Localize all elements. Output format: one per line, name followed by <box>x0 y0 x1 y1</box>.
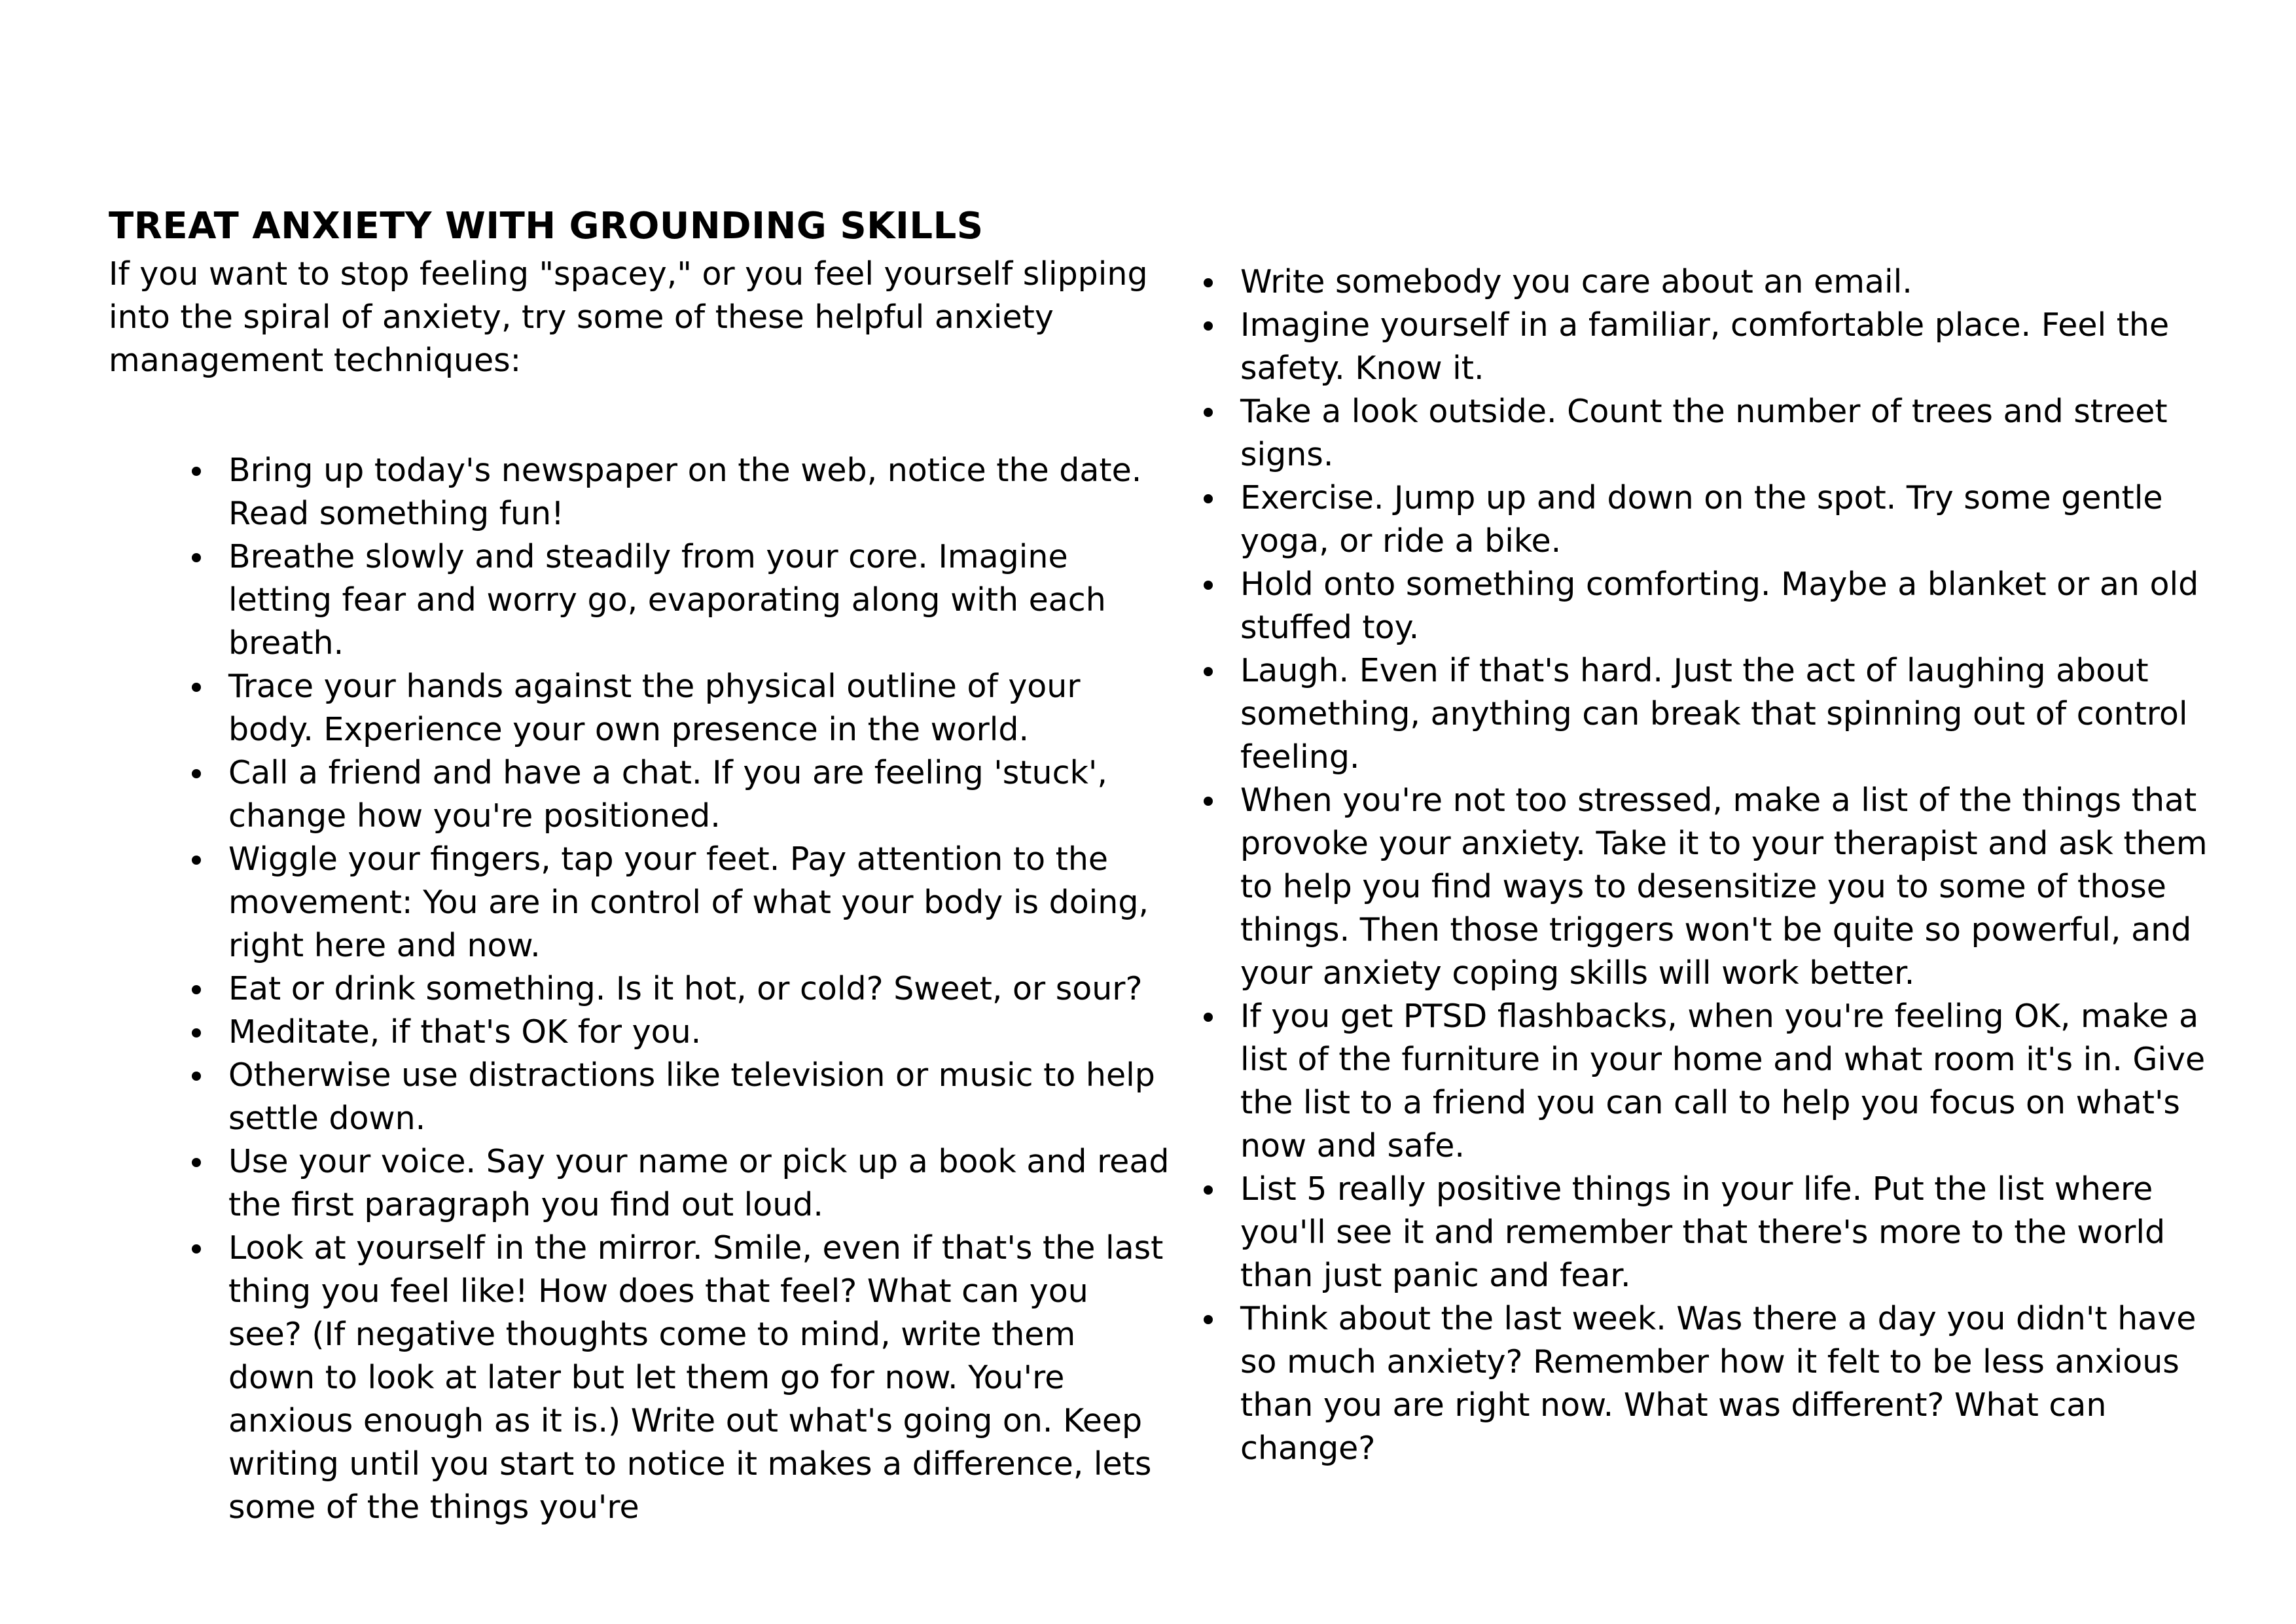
list-item-text: Trace your hands against the physical outline of your body. Experience your own presence in the world. <box>228 668 1081 748</box>
list-item <box>1240 779 2222 995</box>
list-item-text: Bring up today's newspaper on the web, notice the date. Read something fun! <box>228 452 1142 532</box>
list-item <box>1240 563 2222 649</box>
list-item <box>228 751 1171 838</box>
list-item-text: Imagine yourself in a familiar, comfortable place. Feel the safety. Know it. <box>1240 306 2170 387</box>
list-item-text: Look at yourself in the mirror. Smile, even if that's the last thing you feel like! How does that feel? What can you see? (If negative thoughts come to mind, write them down to look at later but let them go for now. You're anxious enough as it is.) Write out what's going on. Keep writing until you start to notice it makes a difference, lets some of the things you're <box>228 1229 1164 1526</box>
bullet-icon <box>1204 408 1213 417</box>
list-item-text: When you're not too stressed, make a list of the things that provoke your anxiety. Take it to your therapist and ask them to help you find ways to desensitize you to some of those things. Then those triggers won't be quite so powerful, and your anxiety coping skills will work better. <box>1240 782 2208 992</box>
bullet-icon <box>192 985 201 994</box>
list-item <box>1240 1297 2222 1470</box>
bullet-icon <box>1204 278 1213 287</box>
list-item <box>1240 261 2222 304</box>
right-bullet-list <box>1240 261 2222 1470</box>
bullet-icon <box>192 553 201 562</box>
list-item <box>1240 649 2222 779</box>
list-item-text: Breathe slowly and steadily from your core. Imagine letting fear and worry go, evaporating along with each breath. <box>228 538 1106 662</box>
right-column <box>1240 261 2222 1470</box>
list-item-text: Otherwise use distractions like television or music to help settle down. <box>228 1056 1155 1137</box>
list-item <box>228 1011 1171 1054</box>
bullet-icon <box>192 856 201 865</box>
list-item-text: Use your voice. Say your name or pick up a book and read the first paragraph you find out loud. <box>228 1143 1170 1223</box>
list-item-text: Eat or drink something. Is it hot, or cold? Sweet, or sour? <box>228 970 1143 1007</box>
list-item <box>1240 995 2222 1168</box>
list-item <box>228 967 1171 1011</box>
left-column <box>109 200 1169 1529</box>
list-item-text: If you get PTSD flashbacks, when you're feeling OK, make a list of the furniture in your home and what room it's in. Give the list to a friend you can call to help you focus on what's now and safe. <box>1240 998 2206 1164</box>
list-item <box>228 1227 1171 1529</box>
list-item <box>228 838 1171 967</box>
bullet-icon <box>192 1158 201 1167</box>
list-item-text: Exercise. Jump up and down on the spot. Try some gentle yoga, or ride a bike. <box>1240 479 2163 560</box>
list-item-text: Wiggle your fingers, tap your feet. Pay attention to the movement: You are in control of what your body is doing, right here and now. <box>228 840 1149 964</box>
intro-paragraph: If you want to stop feeling "spacey," or you feel yourself slipping into the spiral of anxiety, try some of these helpful anxiety management techniques: <box>109 255 1148 379</box>
list-item-text: Meditate, if that's OK for you. <box>228 1013 702 1051</box>
list-item <box>1240 304 2222 390</box>
list-item <box>228 535 1171 665</box>
list-item <box>228 449 1171 535</box>
list-item-text: Call a friend and have a chat. If you are feeling 'stuck', change how you're positioned. <box>228 754 1107 835</box>
list-item <box>1240 390 2222 477</box>
bullet-icon <box>1204 321 1213 331</box>
list-item-text: List 5 really positive things in your life. Put the list where you'll see it and remember that there's more to the world than just panic and fear. <box>1240 1170 2166 1294</box>
bullet-icon <box>1204 667 1213 676</box>
list-item <box>1240 1168 2222 1297</box>
list-item-text: Take a look outside. Count the number of trees and street signs. <box>1240 393 2168 473</box>
list-item-text: Think about the last week. Was there a day you didn't have so much anxiety? Remember how it felt to be less anxious than you are right now. What was different? What can change? <box>1240 1300 2197 1467</box>
left-bullet-list <box>228 449 1171 1529</box>
page-title: TREAT ANXIETY WITH GROUNDING SKILLS <box>109 205 984 247</box>
list-item <box>228 1054 1171 1140</box>
bullet-icon <box>1204 494 1213 503</box>
bullet-icon <box>1204 581 1213 590</box>
bullet-icon <box>192 1028 201 1038</box>
bullet-icon <box>1204 1013 1213 1022</box>
bullet-icon <box>192 1072 201 1081</box>
bullet-icon <box>1204 1315 1213 1324</box>
list-item <box>228 1140 1171 1227</box>
bullet-icon <box>1204 797 1213 806</box>
bullet-icon <box>192 769 201 778</box>
bullet-icon <box>192 1244 201 1254</box>
bullet-icon <box>1204 1185 1213 1195</box>
list-item <box>1240 477 2222 563</box>
list-item-text: Hold onto something comforting. Maybe a blanket or an old stuffed toy. <box>1240 566 2199 646</box>
list-item <box>228 665 1171 751</box>
bullet-icon <box>192 467 201 476</box>
list-item-text: Laugh. Even if that's hard. Just the act of laughing about something, anything can break that spinning out of control feeling. <box>1240 652 2188 776</box>
bullet-icon <box>192 683 201 692</box>
list-item-text: Write somebody you care about an email. <box>1240 263 1912 300</box>
